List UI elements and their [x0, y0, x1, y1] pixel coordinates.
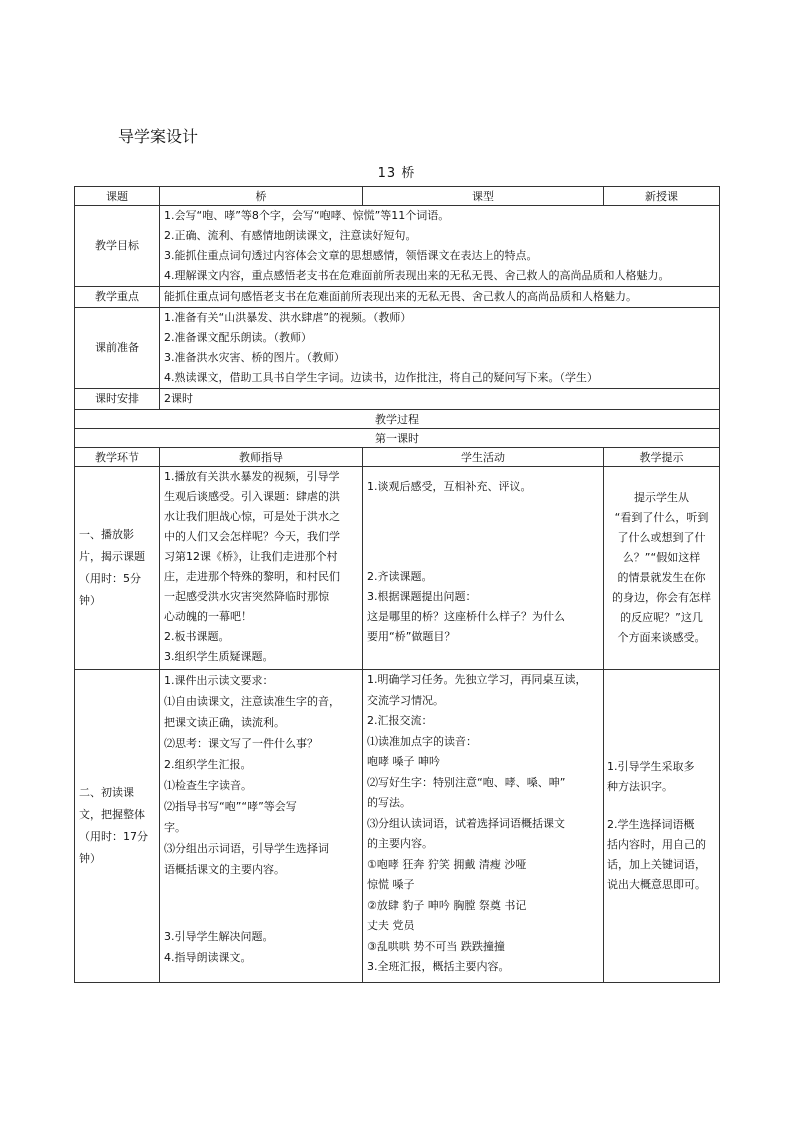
- goal-item: 3.能抓住重点词句透过内容体会文章的思想感情，领悟课文在表达上的特点。: [164, 249, 538, 262]
- section2-stage: 二、初读课 文，把握整体 （用时：17分 钟）: [75, 670, 160, 983]
- process-header-row: [75, 448, 720, 467]
- section2-student: 1.明确学习任务。先独立学习，再同桌互读， 交流学习情况。 2.汇报交流： ⑴读准加点字的读音： 咆哮 嗓子 呻吟 ⑵写好生字：特别注意“咆、哮、嗓、呻” 的写法。 ⑶分组认读词语，试着选择词语概括课文 的主要内容。 ①咆哮 狂奔 狞笑 拥戴 清瘦 沙哑 惊慌 嗓子 ②放肆 豹子 呻吟 胸膛 祭奠 书记 丈夫 党员 ③乱哄哄 势不可当 跌跌撞撞 3.全班汇报，概括主要内容。: [363, 670, 604, 983]
- period-row: [75, 429, 720, 448]
- goal-item: 2.正确、流利、有感情地朗读课文，注意读好短句。: [164, 229, 417, 242]
- topic-label: 课题: [75, 187, 160, 206]
- column-header-tips: 教学提示: [604, 448, 720, 467]
- topic-row: [75, 187, 720, 206]
- column-header-student: 学生活动: [363, 448, 604, 467]
- section1-teacher: 1.播放有关洪水暴发的视频，引导学 生观后谈感受。引入课题：肆虐的洪 水让我们胆战心惊，可是处于洪水之 中的人们又会怎样呢？今天，我们学 习第12课《桥》，让我们走进那个村 庄，走进那个特殊的黎明，和村民们 一起感受洪水灾害突然降临时那惊 心动魄的一幕吧！ 2.板书课题。 3.组织学生质疑课题。: [160, 467, 363, 670]
- prep-row: [75, 308, 720, 389]
- focus-content: 能抓住重点词句感悟老支书在危难面前所表现出来的无私无畏、舍己救人的高尚品质和人格魅力。: [160, 287, 720, 308]
- section1-tips: 提示学生从 “看到了什么，听到 了什么或想到了什 么？”“假如这样 的情景就发生在你 的身边，你会有怎样 的反应呢？”这几 个方面来谈感受。: [604, 467, 720, 670]
- section1-row: [75, 467, 720, 670]
- lesson-plan-table: [74, 186, 720, 983]
- goals-row: [75, 206, 720, 287]
- section1-stage: 一、播放影 片，揭示课题 （用时：5分 钟）: [75, 467, 160, 670]
- prep-item: 3.准备洪水灾害、桥的图片。（教师）: [164, 351, 345, 364]
- prep-item: 4.熟读课文，借助工具书自学生字词。边读书，边作批注，将自己的疑问写下来。（学生）: [164, 371, 598, 384]
- column-header-stage: 教学环节: [75, 448, 160, 467]
- period-title: 第一课时: [75, 429, 720, 448]
- document-title: 导学案设计: [118, 127, 199, 146]
- schedule-label: 课时安排: [75, 389, 160, 410]
- focus-label: 教学重点: [75, 287, 160, 308]
- section1-student: 1.谈观后感受，互相补充、评议。 2.齐读课题。 3.根据课题提出问题： 这是哪里的桥？这座桥什么样子？为什么 要用“桥”做题目？: [363, 467, 604, 670]
- topic-value: 桥: [160, 187, 363, 206]
- section2-teacher: 1.课件出示读文要求： ⑴自由读课文，注意读准生字的音， 把课文读正确，读流利。 ⑵思考：课文写了一件什么事？ 2.组织学生汇报。 ⑴检查生字读音。 ⑵指导书写“咆”“哮”等会写 字。 ⑶分组出示词语，引导学生选择词 语概括课文的主要内容。 3.引导学生解决问题。 4.指导朗读课文。: [160, 670, 363, 983]
- process-title: 教学过程: [75, 410, 720, 429]
- lesson-title: 13 桥: [377, 166, 416, 181]
- schedule-row: [75, 389, 720, 410]
- type-value: 新授课: [604, 187, 720, 206]
- column-header-teacher: 教师指导: [160, 448, 363, 467]
- focus-row: [75, 287, 720, 308]
- type-label: 课型: [363, 187, 604, 206]
- goal-item: 1.会写“咆、哮”等8个字，会写“咆哮、惊慌”等11个词语。: [164, 209, 450, 222]
- prep-label: 课前准备: [75, 308, 160, 389]
- section2-row: [75, 670, 720, 983]
- schedule-content: 2课时: [160, 389, 720, 410]
- prep-item: 2.准备课文配乐朗读。（教师）: [164, 331, 312, 344]
- goals-content: [160, 206, 720, 287]
- process-title-row: [75, 410, 720, 429]
- prep-content: [160, 308, 720, 389]
- goal-item: 4.理解课文内容，重点感悟老支书在危难面前所表现出来的无私无畏、舍己救人的高尚品质和人格魅力。: [164, 269, 670, 282]
- goals-label: 教学目标: [75, 206, 160, 287]
- prep-item: 1.准备有关“山洪暴发、洪水肆虐”的视频。（教师）: [164, 311, 412, 324]
- section2-tips: 1.引导学生采取多 种方法识字。 2.学生选择词语概 括内容时，用自己的 话，加上关键词语， 说出大概意思即可。: [604, 670, 720, 983]
